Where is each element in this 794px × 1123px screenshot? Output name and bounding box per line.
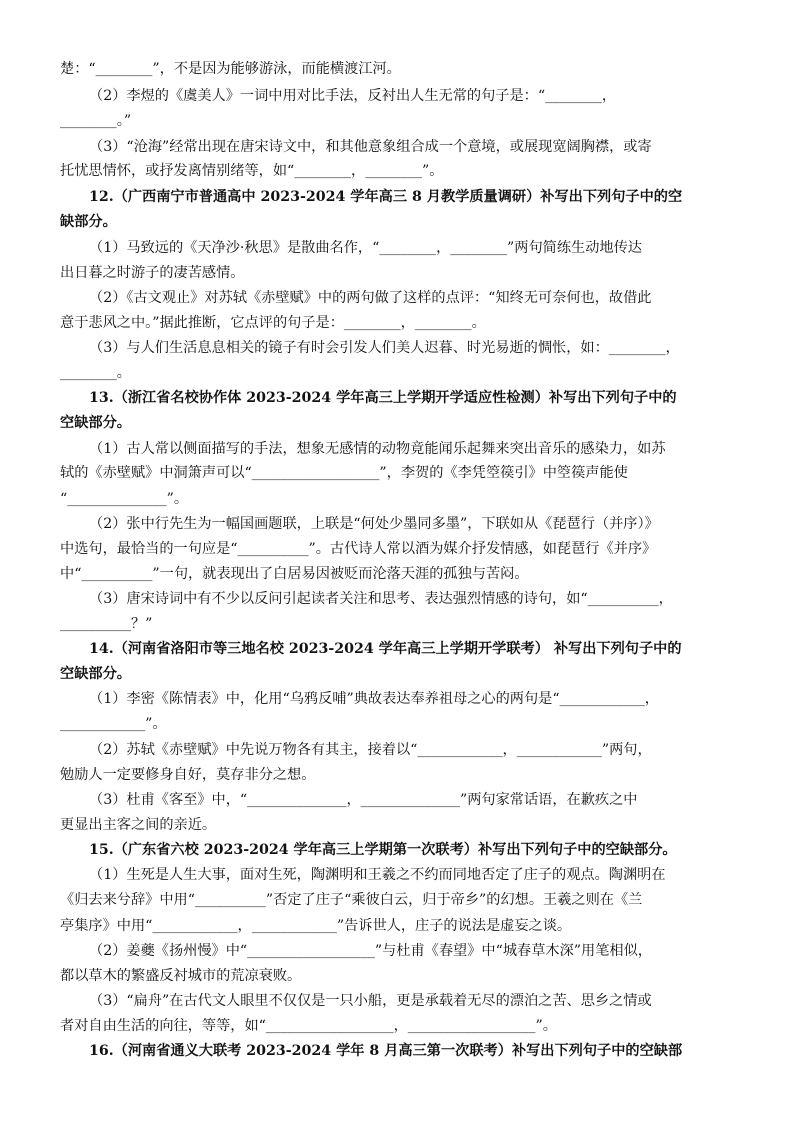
text-line: （2）《古文观止》对苏轼《赤壁赋》中的两句做了这样的点评：“知终无可奈何也，故借此 [89,290,652,306]
text-line: 更显出主客之间的亲近。 [60,817,217,833]
text-line: （3）唐宋诗词中有不少以反问引起读者关注和思考、表达强烈情感的诗句，如“__________， [89,591,673,607]
question-heading: 空缺部分。 [60,666,131,682]
text-line: 托忧思情怀，或抒发离情别绪等，如“________，________”。 [60,163,444,179]
text-line: 者对自由生活的向往，等等，如“__________________，__________________”。 [60,1018,557,1034]
question-heading: 缺部分。 [60,214,117,230]
question-heading: 16.（河南省通义大联考 2023-2024 学年 8 月高三第一次联考）补写出下列句子中的空缺部 [89,1043,683,1059]
text-line: （2）姜夔《扬州慢》中“__________________”与杜甫《春望》中“城春草木深”用笔相似， [89,943,652,959]
text-line: （1）马致远的《天净沙·秋思》是散曲名作，“________，________”两句简练生动地传达 [89,240,642,256]
text-line: （3）“扁舟”在古代文人眼里不仅仅是一只小船，更是承载着无尽的漂泊之苦、思乡之情或 [89,993,652,1009]
text-line: ________。” [60,113,132,129]
text-line: 出日暮之时游子的凄苦感情。 [60,265,245,281]
text-line: （1）李密《陈情表》中，化用“乌鸦反哺”典故表达奉养祖母之心的两句是“____________， [89,691,659,707]
text-line: 都以草木的繁盛反衬城市的荒凉衰败。 [60,968,302,984]
text-line: （1）古人常以侧面描写的手法，想象无感情的动物竟能闻乐起舞来突出音乐的感染力，如苏 [89,441,666,457]
text-line: ____________”。 [60,716,167,732]
text-line: __________？” [60,616,153,632]
question-heading: 空缺部分。 [60,415,131,431]
text-line: （3）杜甫《客至》中，“______________，______________”两句家常话语，在歉疚之中 [89,792,638,808]
text-line: “______________”。 [60,491,189,507]
text-line: 轼的《赤壁赋》中洞箫声可以“__________________”，李贺的《李凭箜篌引》中箜篌声能使 [60,465,628,481]
question-heading: 14.（河南省洛阳市等三地名校 2023-2024 学年高三上学期开学联考） 补写出下列句子中的 [89,641,682,657]
text-line: 中选句，最恰当的一句应是“__________”。古代诗人常以酒为媒介抒发情感，如琵琶行《并序》 [60,541,657,557]
text-line: （2）张中行先生为一幅国画题联，上联是“何处少墨同多墨”，下联如从《琵琶行（并序）》 [89,516,659,532]
text-line: 亭集序》中用“____________，____________”告诉世人，庄子的说法是虚妄之谈。 [60,918,572,934]
text-line: （2）苏轼《赤壁赋》中先说万物各有其主，接着以“____________，____________”两句， [89,742,652,758]
question-heading: 13.（浙江省名校协作体 2023-2024 学年高三上学期开学适应性检测）补写出下列句子中的 [89,390,677,406]
text-line: 意于悲风之中。”据此推断，它点评的句子是：________，________。 [60,315,486,331]
text-line: （3）与人们生活息息相关的镜子有时会引发人们美人迟暮、时光易逝的惆怅，如：________， [89,340,680,356]
text-line: 勉励人一定要修身自好，莫存非分之想。 [60,767,316,783]
question-heading: 15.（广东省六校 2023-2024 学年高三上学期第一次联考）补写出下列句子中的空缺部分。 [89,842,677,858]
text-line: ________。 [60,365,131,381]
text-line: 《归去来兮辞》中用“__________”否定了庄子“乘彼白云，归于帝乡”的幻想。王羲之则在《兰 [60,892,643,908]
text-line: 中“__________”一句，就表现出了白居易因被贬而沦落天涯的孤独与苦闷。 [60,566,529,582]
text-line: （3）“沧海”经常出现在唐宋诗文中，和其他意象组合成一个意境，或展现宽阔胸襟，或寄 [89,139,652,155]
text-line: 楚：“________”，不是因为能够游泳，而能横渡江河。 [60,61,401,77]
text-line: （1）生死是人生大事，面对生死，陶渊明和王羲之不约而同地否定了庄子的观点。陶渊明在 [89,867,666,883]
question-heading: 12.（广西南宁市普通高中 2023-2024 学年高三 8 月教学质量调研）补写出下列句子中的空 [89,189,683,205]
text-line: （2）李煜的《虞美人》一词中用对比手法，反衬出人生无常的句子是：“________， [89,88,617,104]
